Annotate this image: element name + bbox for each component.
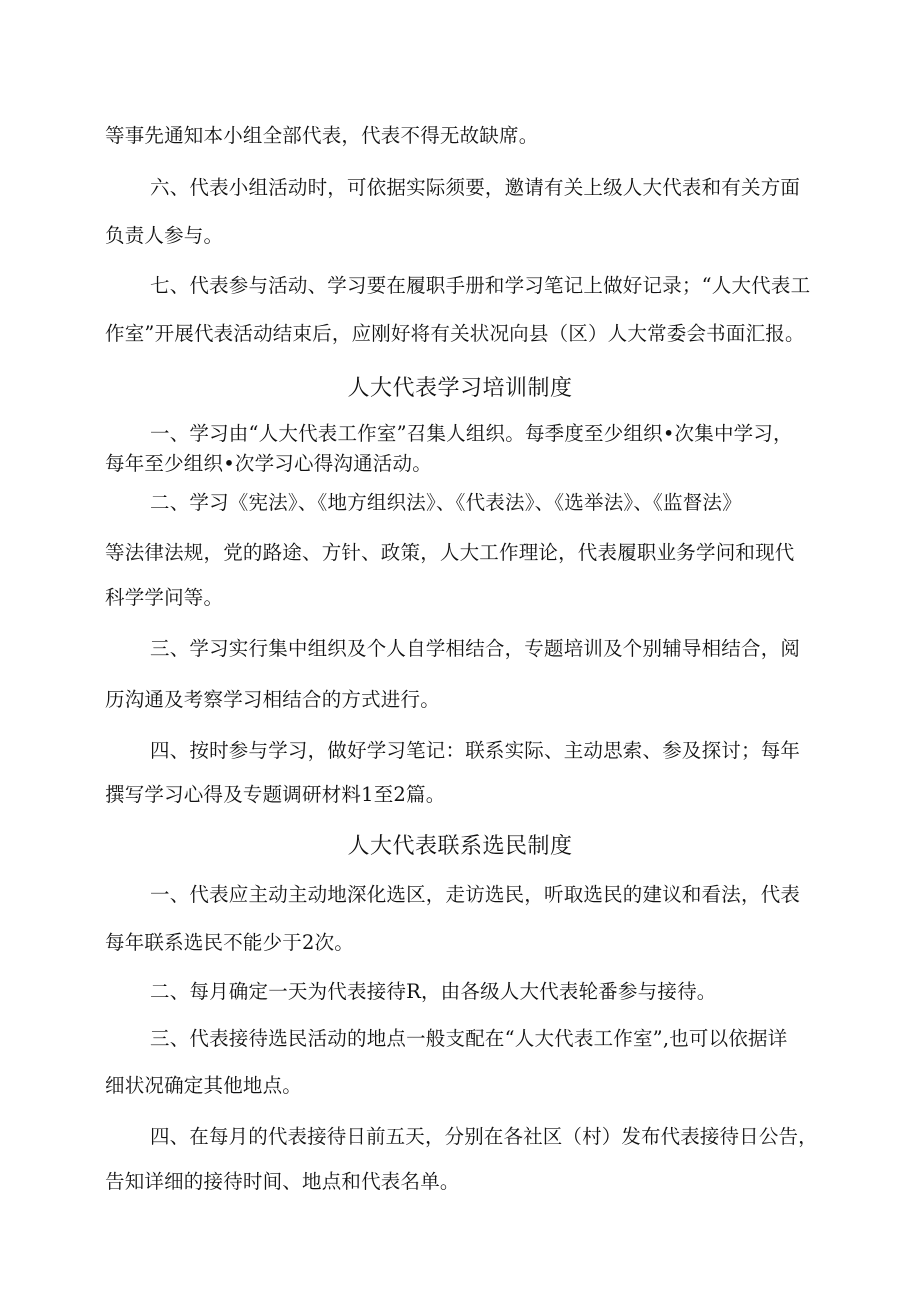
paragraph-line: 四、按时参与学习，做好学习笔记：联系实际、主动思索、参及探讨；每年	[150, 739, 801, 762]
section-title-contact: 人大代表联系选民制度	[347, 834, 573, 859]
paragraph-line: 等事先通知本小组全部代表，代表不得无故缺席。	[105, 124, 539, 147]
paragraph-line: 六、代表小组活动时，可依据实际须要，邀请有关上级人大代表和有关方面	[150, 176, 801, 199]
paragraph-line: 每年联系选民不能少于2次。	[105, 931, 355, 954]
paragraph-line: 告知详细的接待时间、地点和代表名单。	[105, 1170, 460, 1193]
paragraph-line: 等法律法规，党的路途、方针、政策，人大工作理论，代表履职业务学问和现代	[105, 541, 795, 564]
paragraph-line: 一、代表应主动主动地深化选区，走访选民，听取选民的建议和看法，代表	[150, 883, 801, 906]
paragraph-line: 每年至少组织•次学习心得沟通活动。	[105, 452, 432, 475]
paragraph-line: 一、学习由“人大代表工作室”召集人组织。每季度至少组织•次集中学习，	[150, 422, 793, 445]
paragraph-line: 历沟通及考察学习相结合的方式进行。	[105, 688, 440, 711]
paragraph-line: 作室”开展代表活动结束后，应刚好将有关状况向县（区）人大常委会书面汇报。	[105, 322, 805, 345]
paragraph-line: 负责人参与。	[105, 224, 224, 247]
paragraph-line: 二、每月确定一天为代表接待R，由各级人大代表轮番参与接待。	[150, 980, 717, 1003]
paragraph-line: 撰写学习心得及专题调研材料1至2篇。	[105, 783, 446, 806]
paragraph-line: 科学学问等。	[105, 586, 224, 609]
paragraph-line: 三、学习实行集中组织及个人自学相结合，专题培训及个别辅导相结合，阅	[150, 637, 801, 660]
paragraph-line: 四、在每月的代表接待日前五天，分别在各社区（村）发布代表接待日公告，	[150, 1125, 818, 1148]
paragraph-line: 三、代表接待选民活动的地点一般支配在“人大代表工作室”,也可以依据详	[150, 1027, 788, 1050]
paragraph-line: 二、学习《宪法》、《地方组织法》、《代表法》、《选举法》、《监督法》	[150, 491, 742, 514]
section-title-study: 人大代表学习培训制度	[347, 376, 573, 401]
paragraph-line: 细状况确定其他地点。	[105, 1074, 303, 1097]
paragraph-line: 七、代表参与活动、学习要在履职手册和学习笔记上做好记录；“人大代表工	[150, 274, 811, 297]
